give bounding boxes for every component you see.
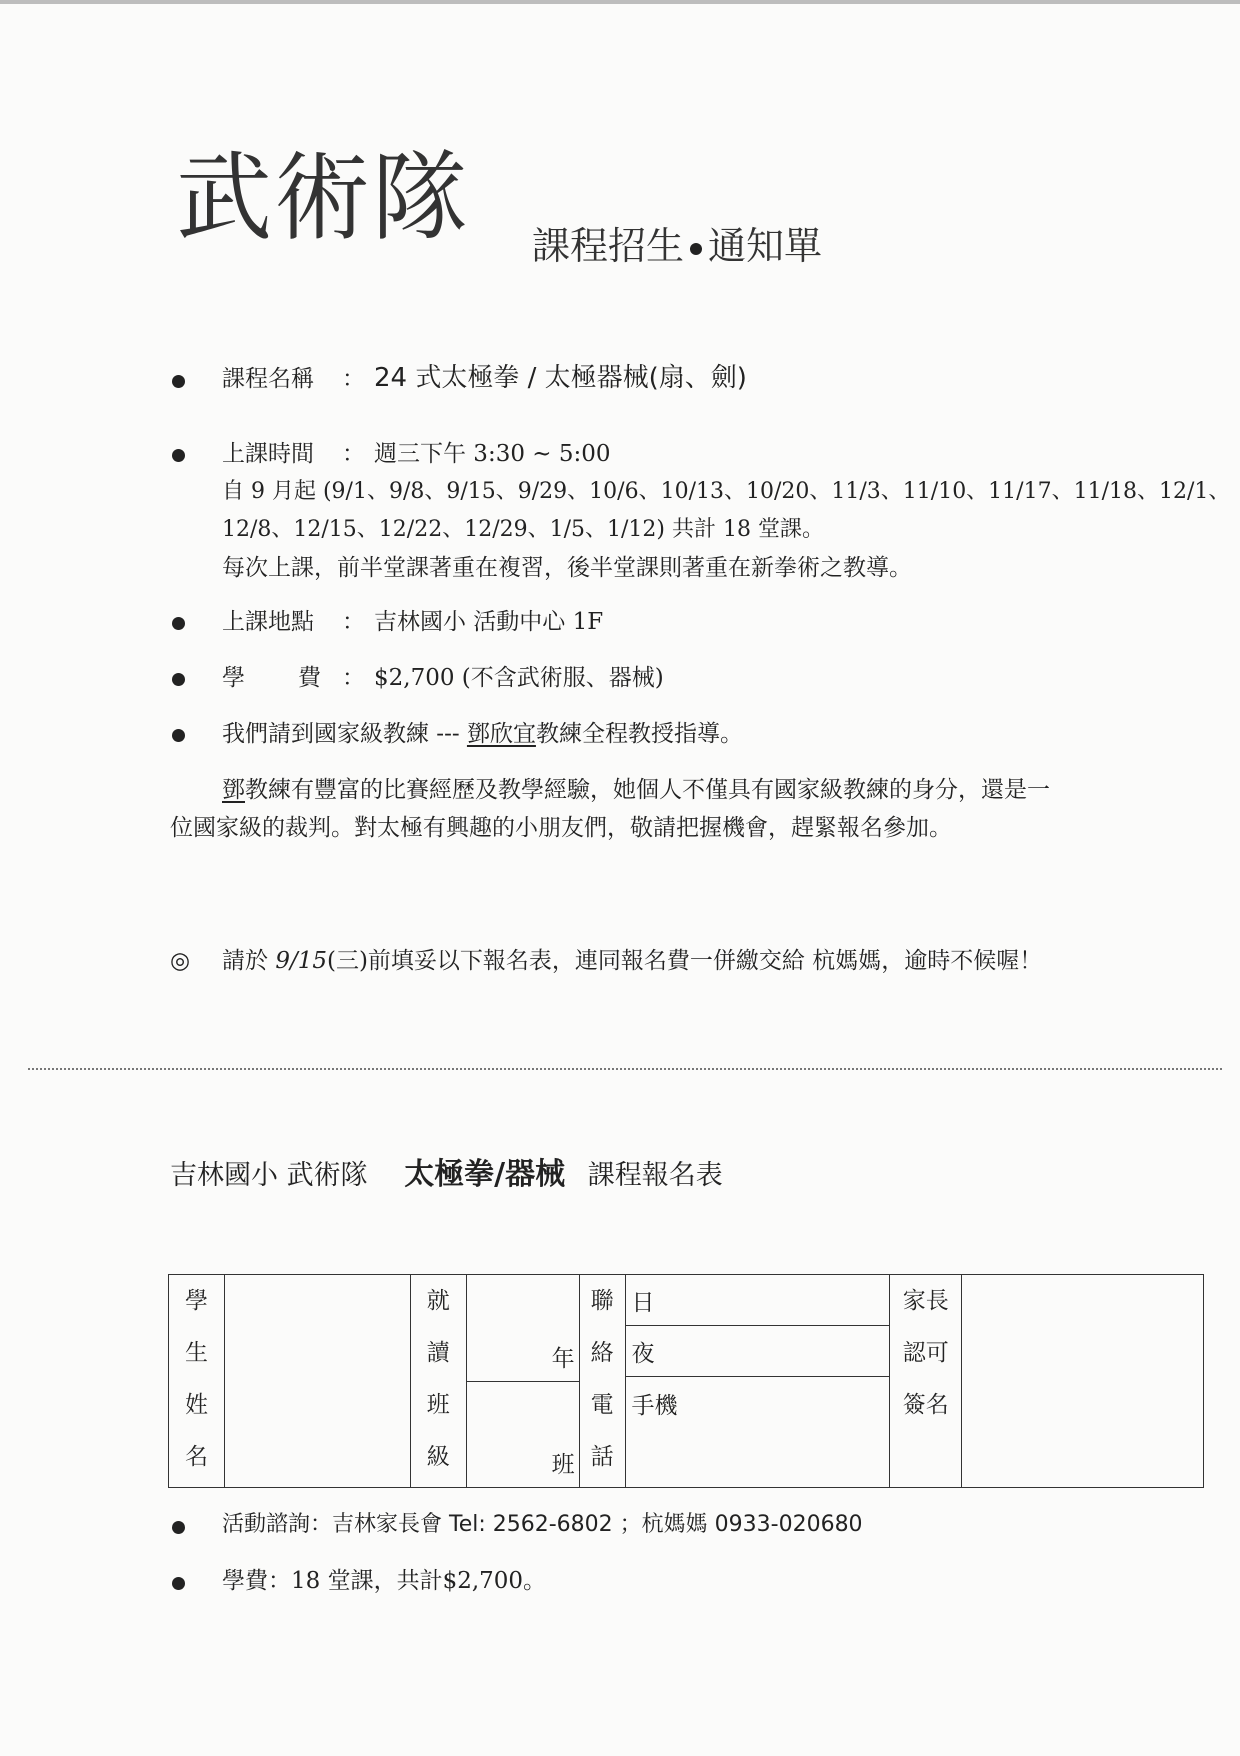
- time-note: 每次上課，前半堂課著重在複習，後半堂課則著重在新拳術之教導。: [222, 555, 912, 581]
- class-char: 讀: [426, 1340, 450, 1366]
- student-name-char: 生: [184, 1340, 208, 1366]
- class-number-field[interactable]: [467, 1382, 579, 1488]
- class-char: 班: [426, 1392, 450, 1418]
- bio-name: 鄧: [222, 777, 245, 803]
- form-heading: [170, 1157, 723, 1193]
- bio-line-2: 位國家級的裁判。對太極有興趣的小朋友們，敬請把握機會，趕緊報名參加。: [170, 815, 952, 841]
- deadline-date: 9/15: [275, 948, 327, 974]
- bullet-icon: [172, 617, 185, 630]
- page-subtitle: [532, 215, 822, 270]
- course-label: 課程名稱: [222, 366, 314, 392]
- bullet-icon: [172, 673, 185, 686]
- deadline-mark: ◎: [170, 948, 191, 974]
- grade-label: 年: [551, 1345, 575, 1372]
- day-phone-field[interactable]: [626, 1275, 890, 1325]
- parent-signature-field[interactable]: [962, 1275, 1204, 1488]
- parent-char: 家長: [902, 1288, 949, 1314]
- place-label: 上課地點: [222, 609, 314, 635]
- coach-suffix: 教練全程教授指導。: [535, 721, 743, 747]
- student-name-char: 名: [184, 1444, 208, 1470]
- mobile-phone-field[interactable]: [626, 1376, 890, 1487]
- fee-summary: 學費：18 堂課，共計$2,700。: [222, 1568, 547, 1594]
- cut-line: [28, 1068, 1222, 1070]
- contact-char: 電: [590, 1392, 614, 1418]
- grade-field[interactable]: [467, 1275, 579, 1382]
- time-label: 上課時間: [222, 441, 314, 467]
- contact-char: 絡: [590, 1340, 614, 1366]
- class-char: 級: [426, 1444, 450, 1470]
- fee-label-2: 費: [298, 665, 321, 691]
- deadline-post: (三)前填妥以下報名表，連同報名費一併繳交給 杭媽媽，逾時不候喔！: [326, 948, 1043, 974]
- coach-prefix: 我們請到國家級教練 ---: [222, 721, 467, 747]
- form-heading-right: 課程報名表: [587, 1160, 723, 1191]
- student-name-char: 姓: [184, 1392, 208, 1418]
- time-dates-line-1: 自 9 月起 (9/1、9/8、9/15、9/29、10/6、10/13、10/20、11/3、11/10、11/17、11/18、12/1、: [222, 479, 1231, 504]
- registration-table: [168, 1274, 1204, 1488]
- bio-line-1: [222, 777, 1050, 805]
- colon: ：: [342, 609, 365, 635]
- contact-char: 話: [590, 1444, 614, 1470]
- class-char: 就: [426, 1288, 450, 1314]
- colon: ：: [342, 366, 365, 392]
- class-label: [410, 1275, 466, 1488]
- form-heading-mid: 太極拳/器械: [404, 1157, 566, 1192]
- subtitle-left: 課程招生: [532, 224, 685, 268]
- place-value: 吉林國小 活動中心 1F: [374, 609, 604, 635]
- night-phone-field[interactable]: [626, 1325, 890, 1376]
- form-heading-left: 吉林國小 武術隊: [170, 1160, 368, 1191]
- student-name-field[interactable]: [224, 1275, 410, 1488]
- time-value: 週三下午 3:30 ~ 5:00: [374, 441, 611, 467]
- bullet-icon: [172, 1577, 185, 1590]
- contact-char: 聯: [590, 1288, 614, 1314]
- parent-char: 簽名: [902, 1392, 949, 1418]
- student-name-char: 學: [184, 1288, 208, 1314]
- separator-dot-icon: [690, 243, 702, 255]
- bullet-icon: [172, 449, 185, 462]
- bullet-icon: [172, 1521, 185, 1534]
- contact-phone-label: [579, 1275, 625, 1488]
- day-phone-label: 日: [631, 1289, 655, 1316]
- inquiry-line: 活動諮詢：吉林家長會 Tel: 2562-6802 ；杭媽媽 0933-020680: [222, 1512, 863, 1537]
- contact-phone-field: [625, 1275, 890, 1488]
- coach-line: [222, 721, 743, 749]
- deadline-pre: 請於: [222, 948, 276, 974]
- night-phone-label: 夜: [631, 1340, 655, 1367]
- page-title: 武術隊: [176, 142, 470, 254]
- class-number-label: 班: [551, 1452, 575, 1478]
- class-field[interactable]: [466, 1275, 579, 1488]
- fee-label-1: 學: [222, 665, 245, 691]
- colon: ：: [342, 665, 365, 691]
- deadline-line: [222, 948, 1042, 976]
- student-name-label: [169, 1275, 225, 1488]
- course-value: 24 式太極拳 / 太極器械(扇、劍): [374, 363, 747, 393]
- time-dates-line-2: 12/8、12/15、12/22、12/29、1/5、1/12) 共計 18 堂課。: [222, 517, 824, 542]
- colon: ：: [342, 441, 365, 467]
- parent-signature-label: [890, 1275, 962, 1488]
- fee-value: $2,700 (不含武術服、器械): [374, 665, 664, 691]
- bullet-icon: [172, 729, 185, 742]
- subtitle-right: 通知單: [708, 224, 823, 268]
- parent-char: 認可: [902, 1340, 949, 1366]
- mobile-phone-label: 手機: [631, 1393, 678, 1419]
- bio-text-1: 教練有豐富的比賽經歷及教學經驗，她個人不僅具有國家級教練的身分，還是一: [245, 777, 1050, 803]
- scan-top-edge: [0, 0, 1240, 4]
- coach-name: 鄧欣宜: [466, 721, 536, 747]
- bullet-icon: [172, 375, 185, 388]
